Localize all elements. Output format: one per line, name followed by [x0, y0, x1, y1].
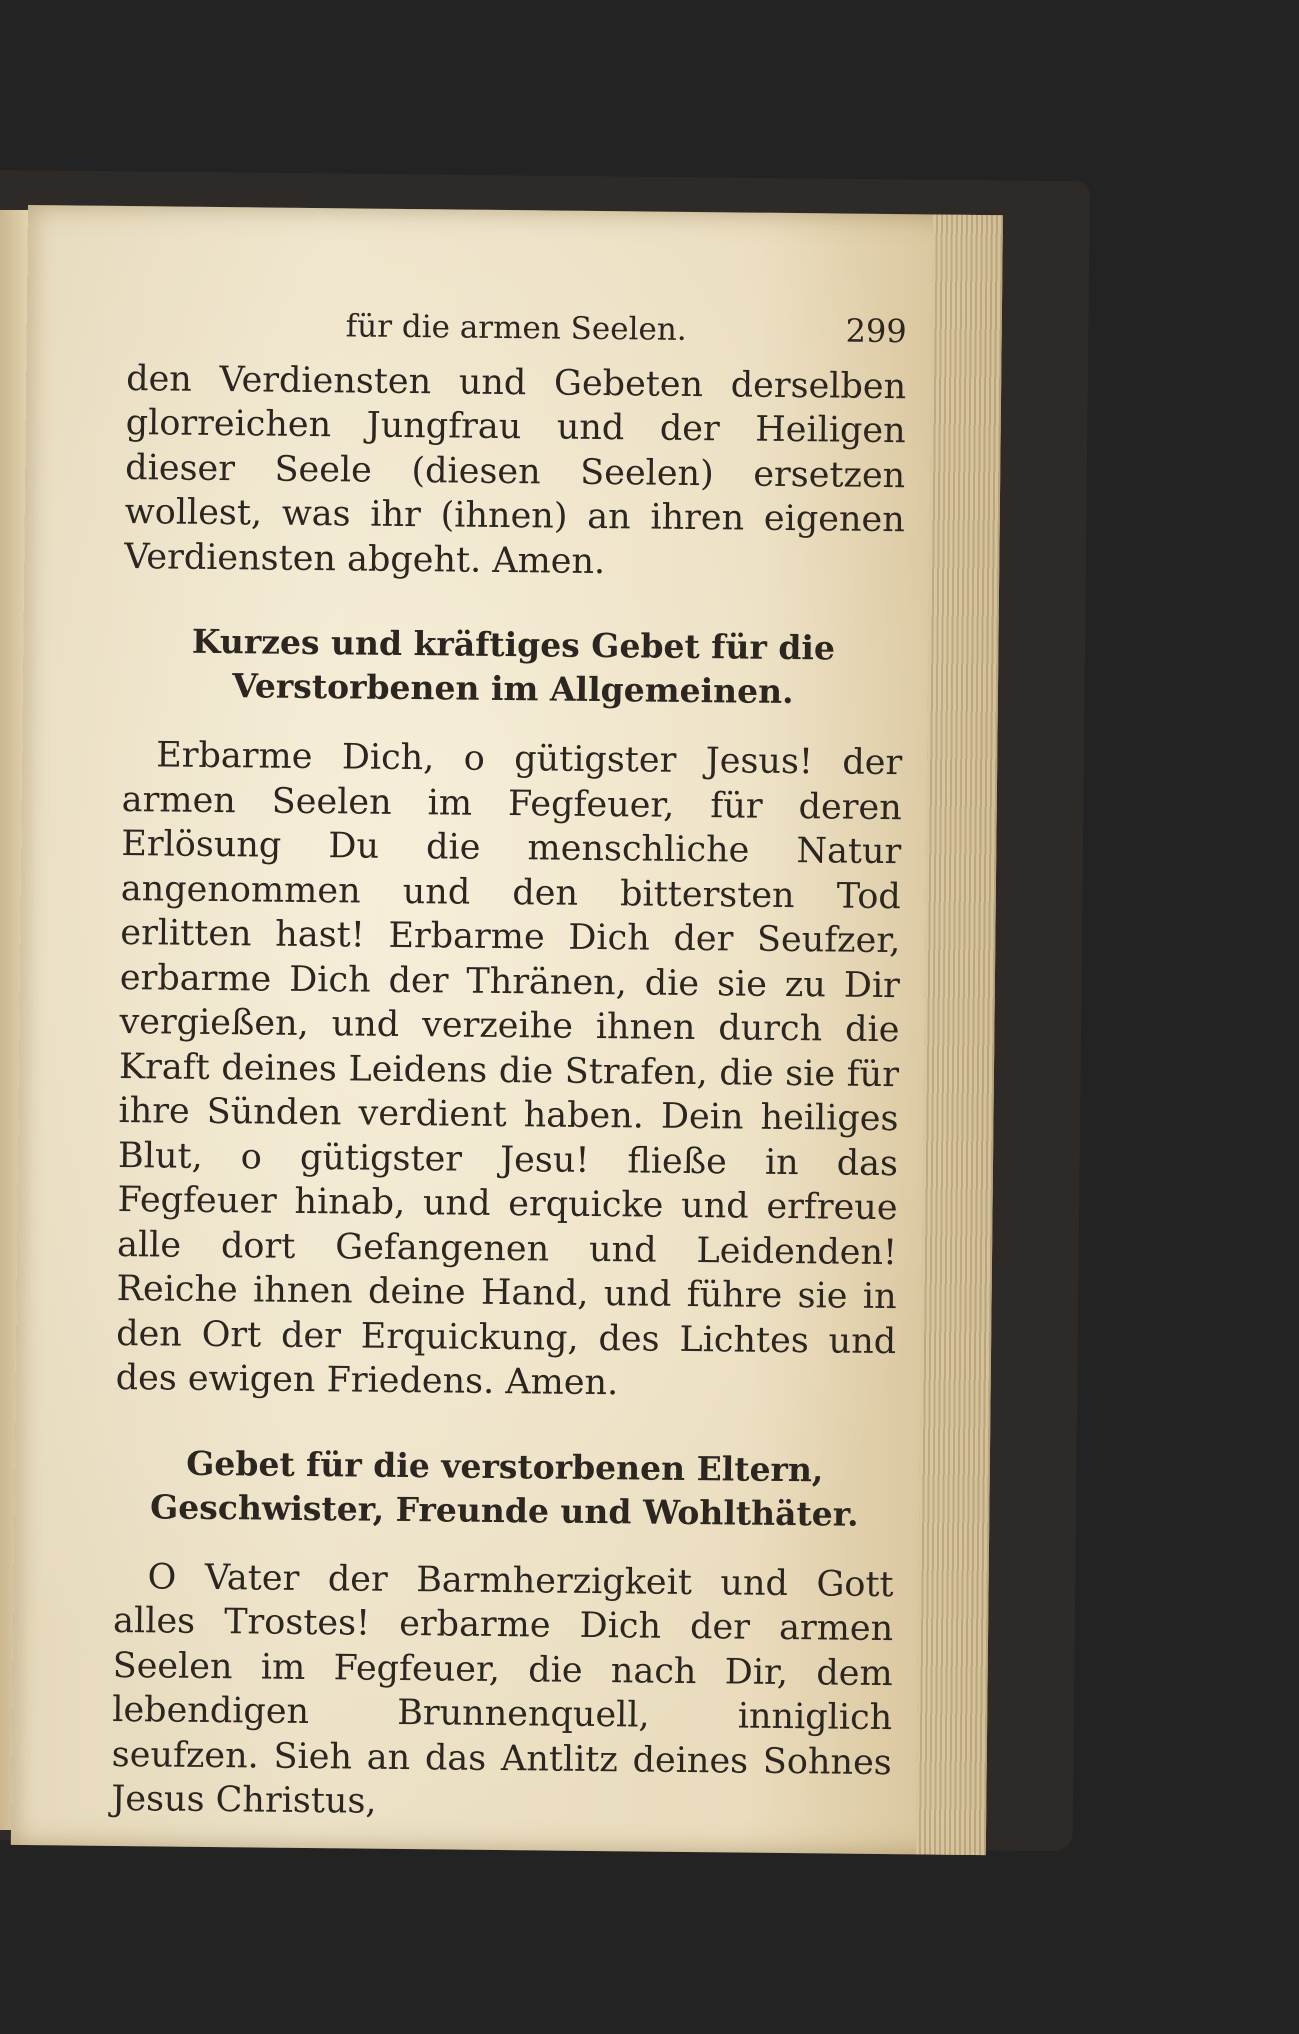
- page-number: 299: [845, 311, 907, 351]
- paragraph-continued: den Verdiensten und Gebeten derselben glorreichen Jungfrau und der Heiligen dieser Seele (diesen Seelen) ersetzen wollest, was ihr (ihnen) an ihren eigenen Verdiensten abgeht. Amen.: [124, 358, 907, 582]
- paragraph-prayer-general: Erbarme Dich, o gütigster Jesus! der armen Seelen im Fegfeuer, für deren Erlösung Du die menschliche Natur angenommen und den bittersten Tod erlitten hast! Erbarme Dich der Seufzer, erbarme Dich der Thränen, die sie zu Dir vergießen, und verzeihe ihnen durch die Kraft deines Leidens die Strafen, die sie für ihre Sünden verdient haben. Dein heiliges Blut, o gütigster Jesu! fließe in das Fegfeuer hinab, und erquicke und erfreue alle dort Gefangenen und Leidenden! Reiche ihnen deine Hand, und führe sie in den Ort der Erquickung, des Lichtes und des ewigen Friedens. Amen.: [115, 735, 903, 1404]
- section-heading-family-prayer: Gebet für die verstorbenen Eltern, Geschwister, Freunde und Wohlthäter.: [149, 1443, 859, 1534]
- book-page: [11, 205, 1003, 1855]
- section-heading-general-prayer: Kurzes und kräftiges Gebet für die Verstorbenen im Allgemeinen.: [191, 621, 836, 712]
- page-content: [111, 301, 907, 1830]
- running-head: [127, 301, 907, 355]
- running-head-title: für die armen Seelen.: [345, 308, 687, 348]
- paragraph-prayer-family: O Vater der Barmherzigkeit und Gott alles Trostes! erbarme Dich der armen Seelen im Fegfeuer, die nach Dir, dem lebendigen Brunnenquell, inniglich seufzen. Sieh an das Antlitz deines Sohnes Jesus Christus,: [111, 1556, 894, 1822]
